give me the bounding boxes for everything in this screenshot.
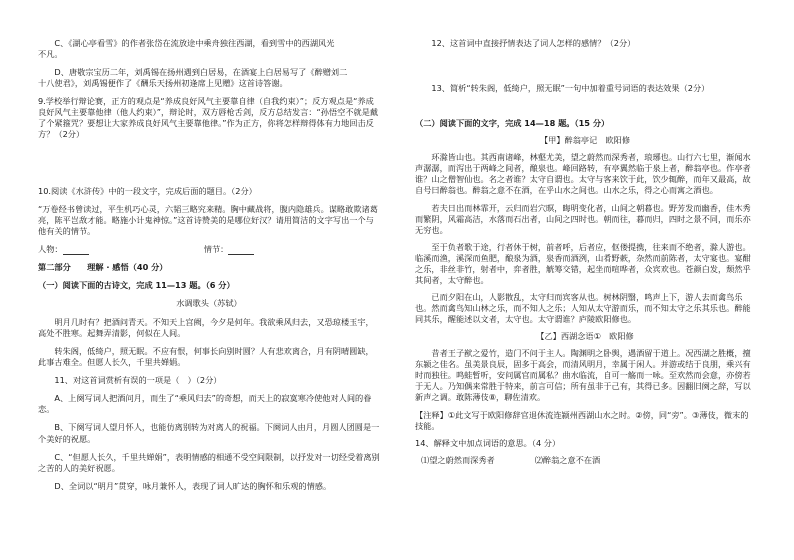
yi-title: 【乙】西湖念语① 欧阳修 (536, 331, 634, 342)
q14-item-2: ⑵醉翁之意不在酒 (534, 454, 601, 465)
notes: 【注释】①此文写于欧阳修辞官退休流连颍州西湖山水之时。②傍，同“旁”。③薄伎，微末的技能。 (415, 409, 749, 431)
q8-option-c: C、《湖心亭看雪》的作者张岱在流放途中乘舟独往西湖，看到雪中的西湖风光 不凡。 (38, 38, 335, 60)
left-column (38, 38, 380, 499)
q11-option-d: D、全词以“明月”贯穿，咏月兼怀人，表现了词人旷达的胸怀和乐观的情感。 (54, 480, 332, 491)
q11-option-c: C、“但愿人长久，千里共婵娟”，表明情感的相通不受空间限制，以抒发对一切经受着离别之苦的人的美好祝愿。 (38, 451, 380, 473)
jia-para-3: 至于负者歌于途，行者休于树，前者呼，后者应，伛偻提携，往来而不绝者，滁人游也。临溪而渔，溪深而鱼肥，酿泉为酒，泉香而酒洌，山肴野蔌，杂然而前陈者，太守宴也。宴酣之乐，非丝非竹，射者中，弈者胜，觥筹交错，起坐而喧哗者，众宾欢也。苍颜白发，颓然乎其间者，太守醉也。 (415, 241, 751, 285)
jia-para-4: 已而夕阳在山，人影散乱，太守归而宾客从也。树林阴翳，鸣声上下，游人去而禽鸟乐也。然而禽鸟知山林之乐，而不知人之乐；人知从太守游而乐，而不知太守之乐其乐也。醉能同其乐，醒能述以文者，太守也。太守谓谁？庐陵欧阳修也。 (415, 291, 751, 325)
poem-para-2: 转朱阁，低绮户，照无眠。不应有恨，何事长向别时圆？人有悲欢离合，月有阴晴圆缺，此事古难全。但愿人长久，千里共婵娟。 (38, 346, 374, 368)
part-2-heading: 第二部分 理解 · 感悟（40 分） (38, 261, 168, 272)
q14-items (421, 455, 755, 466)
jia-para-1: 环滁皆山也。其西南诸峰，林壑尤美，望之蔚然而深秀者，琅琊也。山行六七里，渐闻水声潺潺，而泻出于两峰之间者，酿泉也。峰回路转，有亭翼然临于泉上者，醉翁亭也。作亭者谁？山之僧智仙也。名之者谁？太守自谓也。太守与客来饮于此，饮少辄醉，而年又最高，故自号曰醉翁也。醉翁之意不在酒，在乎山水之间也。山水之乐，得之心而寓之酒也。 (415, 152, 751, 196)
question-14: 14、解释文中加点词语的意思。（4 分） (415, 437, 561, 448)
jia-title: 【甲】醉翁亭记 欧阳修 (539, 135, 631, 146)
question-13: 13、简析“转朱阁，低绮户，照无眠”一句中加着重号词语的表达效果（2分） (431, 83, 710, 94)
person-blank[interactable] (63, 245, 89, 255)
jia-para-2: 若夫日出而林霏开，云归而岩穴暝，晦明变化者，山间之朝暮也。野芳发而幽香，佳木秀而繁阴，风霜高洁，水落而石出者，山间之四时也。朝而往，暮而归，四时之景不同，而乐亦无穷也。 (415, 202, 751, 235)
question-9: 9.学校举行辩论赛，正方的观点是“养成良好风气主要靠自律（自我约束）”；反方观点是“养成良好风气主要靠他律（他人约束）”，辩论时，双方唇枪舌剑，反方总结发言：“孙悟空不就是戴了个紧箍咒？要想让大家养成良好风气主要靠他律。”作为正方，你将怎样辩得体有力地回击反方？（2分） (38, 96, 379, 140)
section-1-heading: （一）阅读下面的古诗文，完成 11—13 题。（6 分） (38, 279, 235, 290)
q11-option-b: B、下阕写词人望月怀人，也能仿离别转为对离人的祝福。下阕词人由月，月圆人团圆是一个美好的祝愿。 (38, 422, 380, 444)
question-11: 11、对这首词赏析有误的一项是（ ）（2分） (54, 375, 222, 386)
plot-blank[interactable] (228, 245, 254, 255)
answer-line (38, 244, 380, 255)
section-2-heading: （二）阅读下面的文字，完成 14—18 题。（15 分） (415, 118, 610, 129)
person-label: 人物： (38, 243, 63, 254)
question-10-text: “万卷经书曾读过，平生机巧心灵，六韬三略究来精。胸中藏战将，腹内隐雄兵。谋略敢欺诸葛亮，陈平岂敌才能。略施小计鬼神惊。”这首诗赞美的是哪位好汉？请用简洁的文字写出一个与他有关的情节。 (38, 203, 378, 236)
right-column (415, 38, 755, 466)
poem-title: 水调歌头（苏轼） (176, 297, 242, 308)
question-10: 10.阅读《水浒传》中的一段文字，完成后面的题目。（2分） (38, 185, 257, 196)
question-12: 12、这首词中直接抒情表达了词人怎样的感情？（2分） (431, 38, 636, 48)
plot-label: 情节： (203, 243, 229, 254)
q11-option-a: A、上阕写词人把酒问月，而生了“乘风归去”的奇想，而天上的寂寞寒冷使他对人间的眷恋。 (38, 393, 372, 415)
poem-para-1: 明月几时有？把酒问青天。不知天上宫阙，今夕是何年。我欲乘风归去，又恐琼楼玉宇，高处不胜寒。起舞弄清影，何似在人间。 (38, 317, 374, 339)
yi-para-1: 昔者王子猷之爱竹，造门不问于主人。陶渊明之卧舆，遇酒留于道上。况西湖之胜概，擅东颍之佳名。虽美景良辰，固多于高会，而清风明月，幸属于闲人。并游或结于良朋，乘兴有时而独往。鸣蛙暂听，安问属官而属私？曲水临流，自可一觞而一咏。至欢然而会意，亦傍若于无人。乃知偶来常胜于特来，前言可信；所有虽非于己有，其得已多。因翻旧阕之辞，写以新声之调。敢陈薄伎⑧，聊佐清欢。 (415, 348, 751, 403)
q8-option-d: D、唐敬宗宝历二年，刘禹锡在扬州遇到白居易，在酒宴上白居易写了《醉赠刘二 十八使君》，刘禹锡便作了《酬乐天扬州初逢席上见赠》这首诗答谢。 (38, 67, 348, 89)
q14-item-1: ⑴望之蔚然而深秀者 (421, 454, 495, 465)
